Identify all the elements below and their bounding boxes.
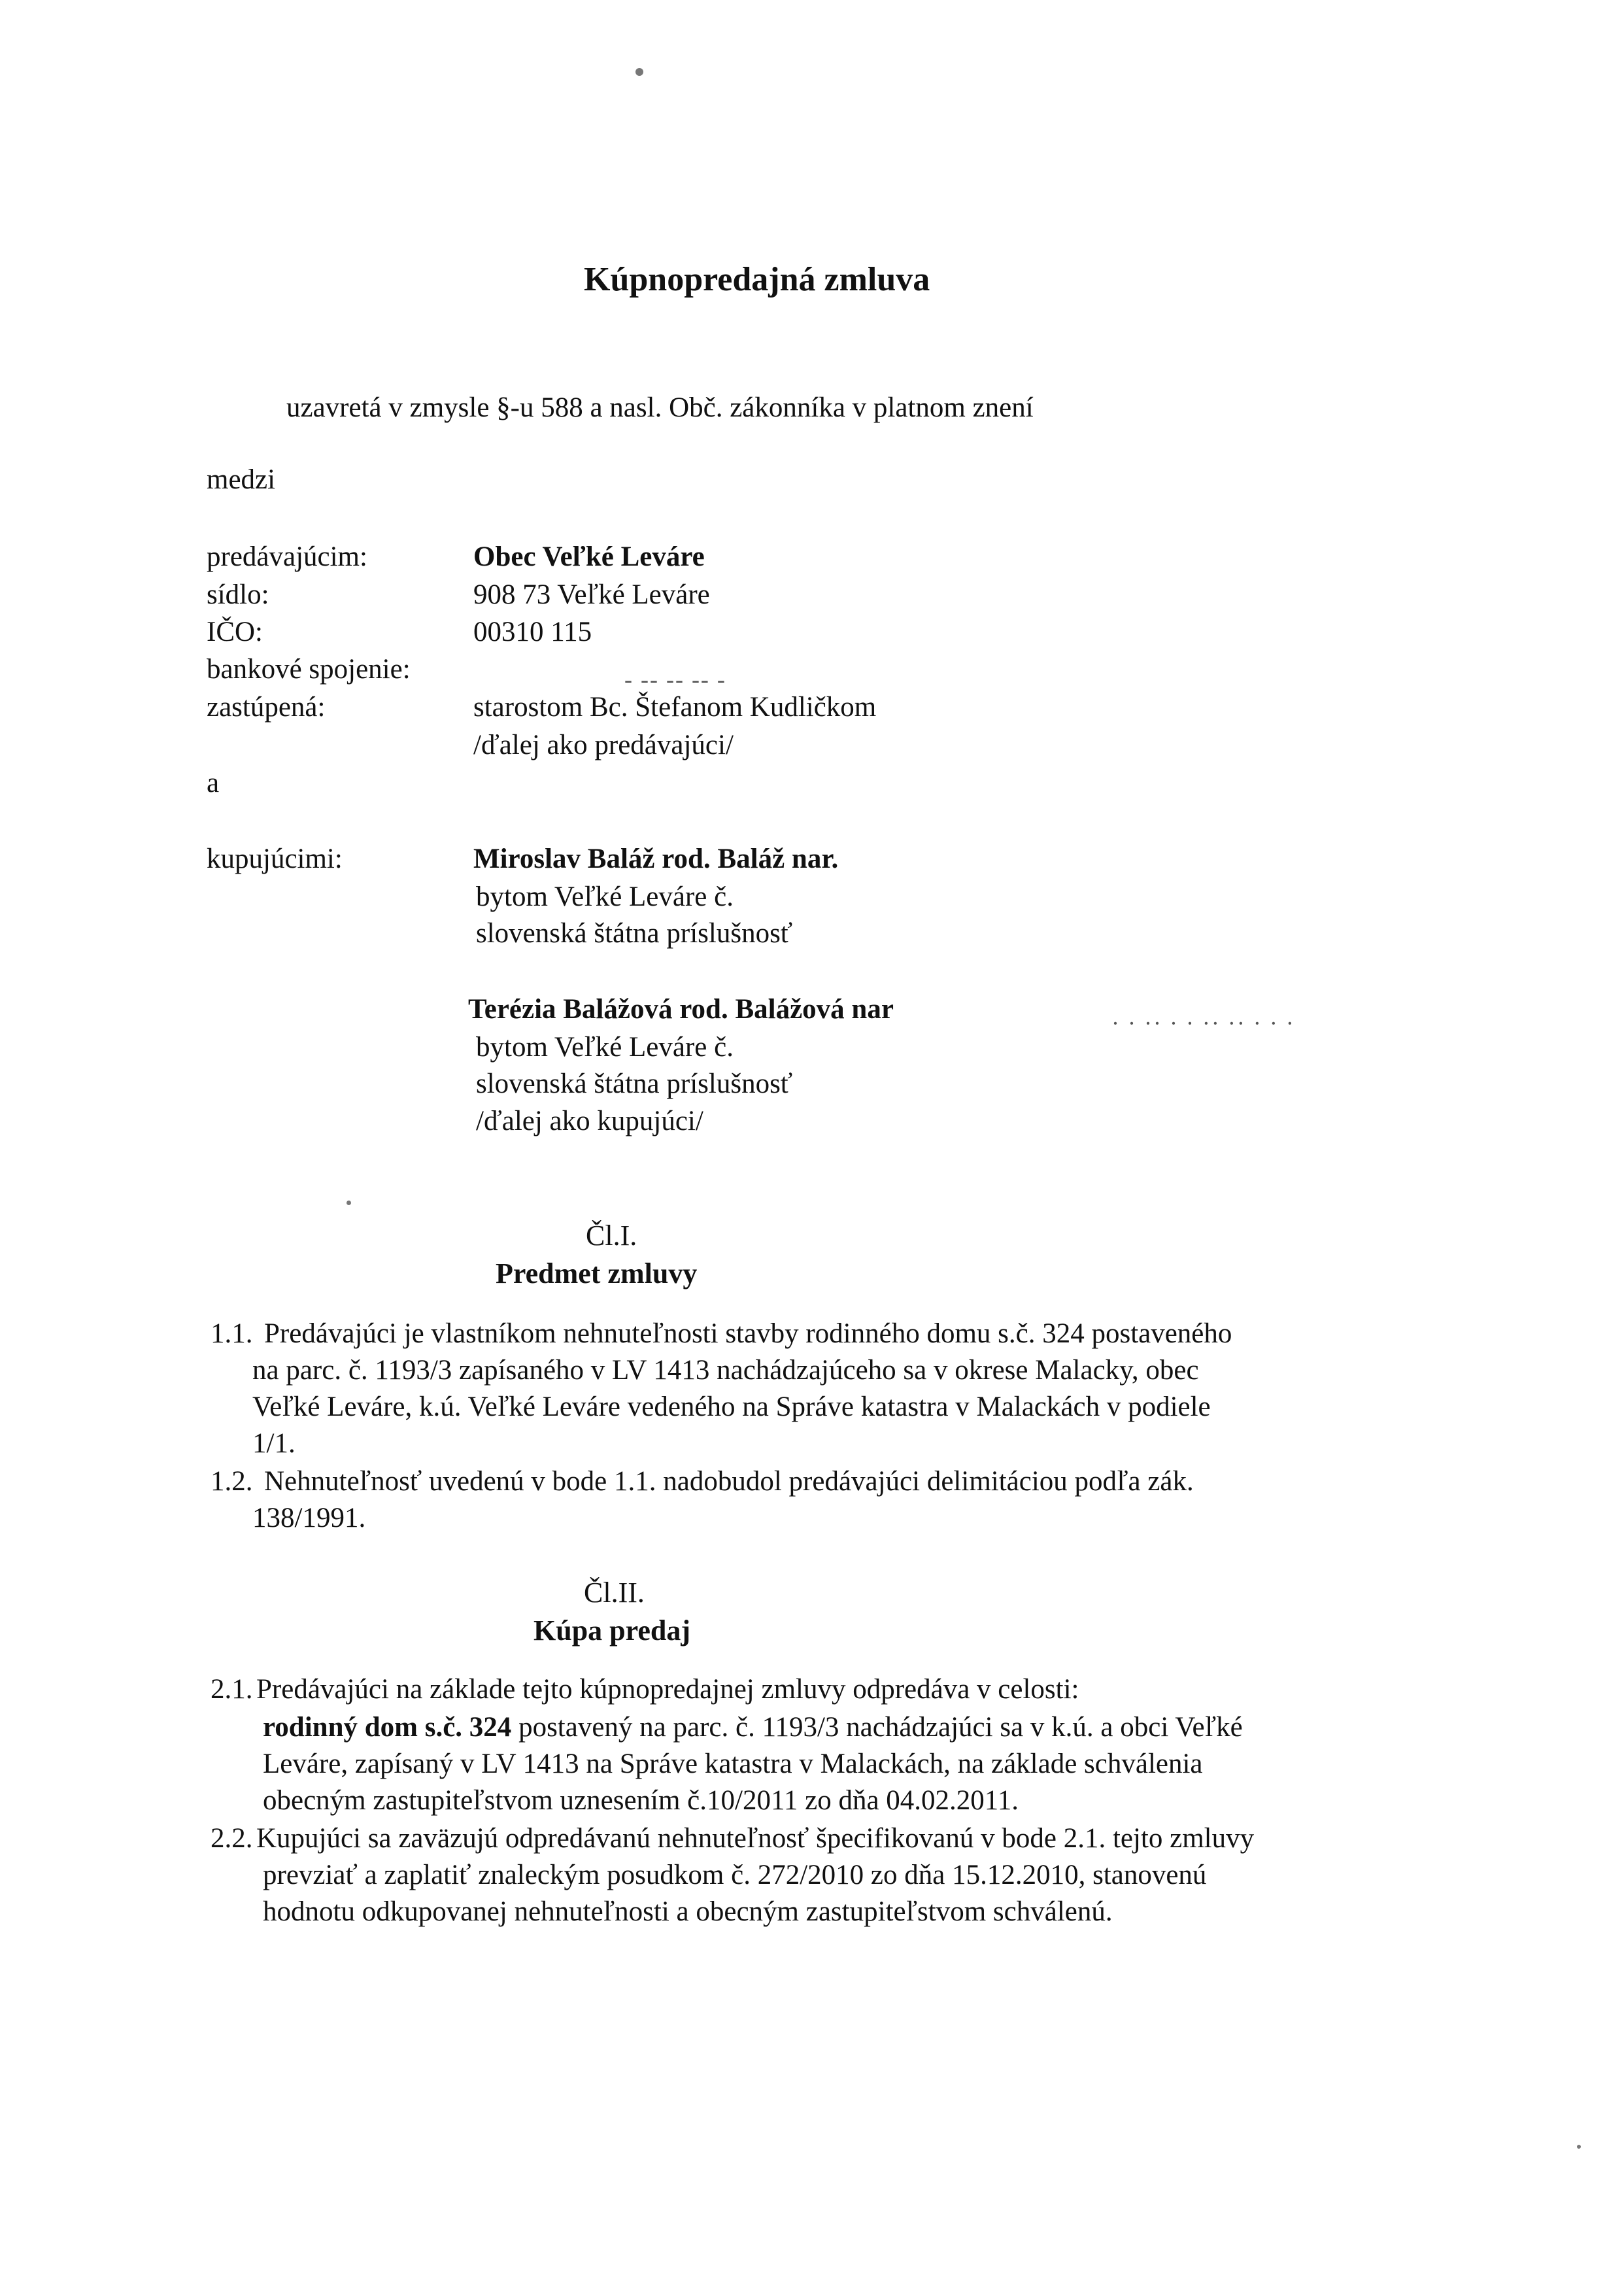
article1-number: Čl.I.	[586, 1220, 637, 1252]
buyer2-nationality: slovenská štátna príslušnosť	[476, 1068, 793, 1099]
contract-subtitle: uzavretá v zmysle §-u 588 a nasl. Obč. zákonníka v platnom znení	[286, 392, 1034, 423]
article2-heading: Kúpa predaj	[533, 1614, 691, 1646]
seller-name: Obec Veľké Leváre	[473, 541, 705, 572]
paragraph-1-2-number: 1.2.	[211, 1466, 253, 1497]
paragraph-1-1-number: 1.1.	[211, 1318, 253, 1349]
paragraph-2-2-line: hodnotu odkupovanej nehnuteľnosti a obecným zastupiteľstvom schválenú.	[263, 1896, 1113, 1927]
scan-speck	[347, 1201, 351, 1205]
paragraph-2-1-line: obecným zastupiteľstvom uznesením č.10/2011 zo dňa 04.02.2011.	[263, 1785, 1019, 1816]
seat-label: sídlo:	[207, 579, 269, 610]
house-bold-text: rodinný dom s.č. 324	[263, 1712, 512, 1743]
paragraph-2-1-line-2	[263, 1713, 1243, 1741]
paragraph-2-2-number: 2.2.	[211, 1823, 253, 1854]
paragraph-1-1-line: Veľké Leváre, k.ú. Veľké Leváre vedeného na Správe katastra v Malackách v podiele	[252, 1391, 1211, 1422]
paragraph-2-2-line: Kupujúci sa zaväzujú odpredávanú nehnuteľnosť špecifikovanú v bode 2.1. tejto zmluvy	[256, 1823, 1255, 1854]
between-label: medzi	[207, 464, 276, 495]
ico-label: IČO:	[207, 617, 263, 647]
buyer1-name: Miroslav Baláž rod. Baláž nar.	[473, 844, 839, 874]
article1-heading: Predmet zmluvy	[496, 1257, 698, 1289]
seller-label: predávajúcim:	[207, 541, 367, 572]
and-label: a	[207, 768, 220, 798]
paragraph-2-2-line: prevziať a zaplatiť znaleckým posudkom č. 272/2010 zo dňa 15.12.2010, stanovenú	[263, 1860, 1207, 1890]
paragraph-1-1-line: na parc. č. 1193/3 zapísaného v LV 1413 nachádzajúceho sa v okrese Malacky, obec	[252, 1355, 1199, 1386]
buyer2-address: bytom Veľké Leváre č.	[476, 1032, 734, 1063]
contract-title: Kúpnopredajná zmluva	[584, 261, 930, 298]
buyer1-address: bytom Veľké Leváre č.	[476, 881, 734, 912]
paragraph-1-1-line: 1/1.	[252, 1428, 296, 1459]
scan-speck	[1577, 2145, 1581, 2149]
buyers-label: kupujúcimi:	[207, 844, 343, 874]
buyer2-name: Terézia Balážová rod. Balážová nar	[468, 994, 894, 1025]
paragraph-2-1-number: 2.1.	[211, 1674, 253, 1705]
bank-label: bankové spojenie:	[207, 654, 411, 685]
buyers-alias: /ďalej ako kupujúci/	[476, 1106, 703, 1136]
paragraph-1-2-line: 138/1991.	[252, 1503, 366, 1533]
paragraph-2-1-line: Predávajúci na základe tejto kúpnopredajnej zmluvy odpredáva v celosti:	[256, 1674, 1079, 1705]
redaction-smudge: · · ·· · · ·· ·· · · ·	[1111, 1010, 1295, 1036]
paragraph-1-1-line: Predávajúci je vlastníkom nehnuteľnosti stavby rodinného domu s.č. 324 postaveného	[264, 1318, 1232, 1349]
representative-value: starostom Bc. Štefanom Kudličkom	[473, 692, 877, 723]
seller-alias: /ďalej ako predávajúci/	[473, 730, 734, 760]
ico-value: 00310 115	[473, 617, 592, 647]
seat-value: 908 73 Veľké Leváre	[473, 579, 710, 610]
house-rest-text: postavený na parc. č. 1193/3 nachádzajúci sa v k.ú. a obci Veľké	[511, 1712, 1243, 1743]
article2-number: Čl.II.	[584, 1577, 645, 1609]
buyer1-nationality: slovenská štátna príslušnosť	[476, 918, 793, 949]
redaction-smudge: - -- -- -- -	[624, 666, 726, 692]
scan-speck	[635, 68, 643, 76]
paragraph-1-2-line: Nehnuteľnosť uvedenú v bode 1.1. nadobudol predávajúci delimitáciou podľa zák.	[264, 1466, 1194, 1497]
representative-label: zastúpená:	[207, 692, 326, 723]
paragraph-2-1-line: Leváre, zapísaný v LV 1413 na Správe katastra v Malackách, na základe schválenia	[263, 1749, 1203, 1779]
